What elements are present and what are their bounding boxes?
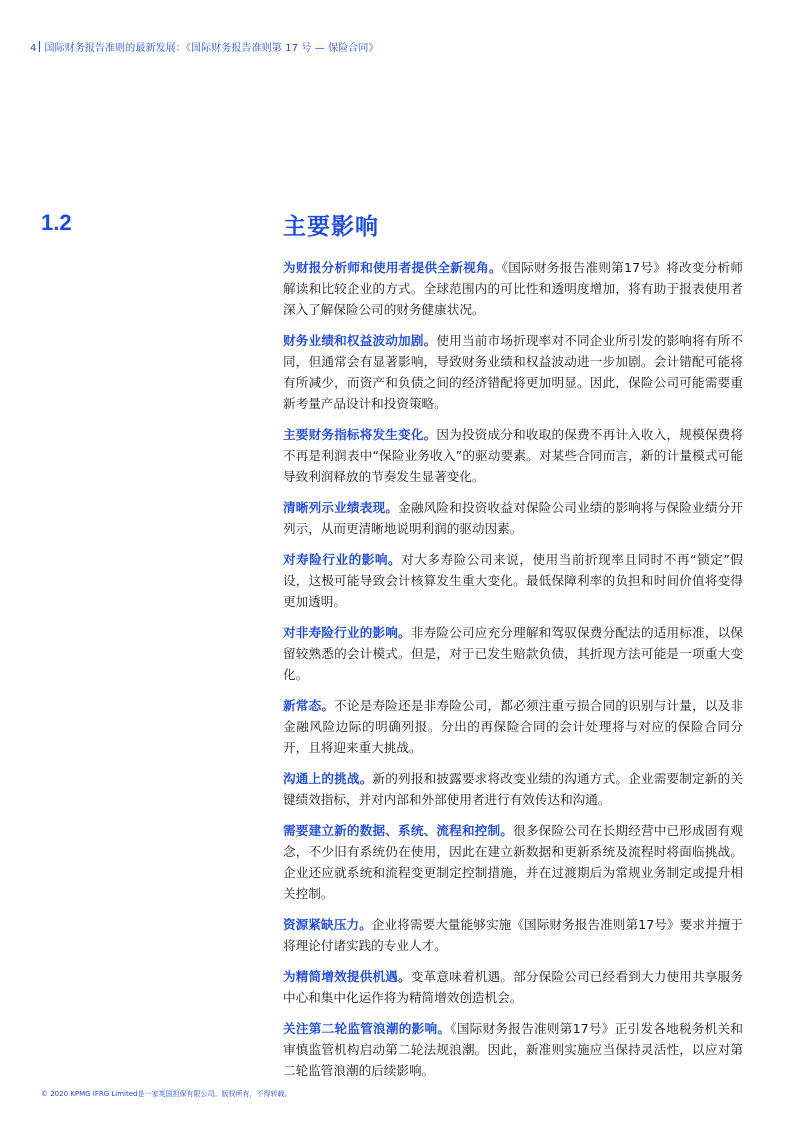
- paragraph-lead: 主要财务指标将发生变化。: [283, 427, 437, 442]
- section-number: 1.2: [41, 210, 72, 235]
- paragraph: [283, 820, 743, 904]
- section-title: 主要影响: [283, 214, 379, 240]
- paragraph-lead: 沟通上的挑战。: [283, 771, 373, 786]
- paragraph: [283, 768, 743, 810]
- header-title: 国际财务报告准则的最新发展：《国际财务报告准则第 17 号 — 保险合同》: [44, 43, 379, 54]
- paragraph-lead: 新常态。: [283, 698, 335, 713]
- copyright-footer: © 2020 KPMG IFRG Limited是一家英国担保有限公司。版权所有，不得转载。: [41, 1090, 292, 1098]
- paragraph-lead: 对寿险行业的影响。: [283, 552, 402, 567]
- paragraph-body: 非寿险公司应充分理解和驾驭保费分配法的适用标准，以保留较熟悉的会计模式。但是，对于已发生赔款负债，其折现方法可能是一项重大变化。: [283, 625, 744, 682]
- paragraph-lead: 资源紧缺压力。: [283, 917, 372, 932]
- paragraph: [283, 549, 743, 612]
- paragraph: [283, 257, 743, 320]
- paragraph: [283, 622, 743, 685]
- paragraph-lead: 需要建立新的数据、系统、流程和控制。: [283, 823, 514, 838]
- paragraph-lead: 财务业绩和权益波动加剧。: [283, 333, 437, 348]
- paragraph-body: 《国际财务报告准则第17号》正引发各地税务机关和审慎监管机构启动第二轮法规浪潮。因此，新准则实施应当保持灵活性，以应对第二轮监管浪潮的后续影响。: [283, 1021, 743, 1078]
- paragraph-body: 很多保险公司在长期经营中已形成固有观念，不少旧有系统仍在使用，因此在建立新数据和更新系统及流程时将面临挑战。企业还应就系统和流程变更制定控制措施，并在过渡期后为常规业务制定或提升相关控制。: [283, 823, 744, 901]
- paragraph-lead: 为财报分析师和使用者提供全新视角。: [283, 260, 502, 275]
- paragraph: [283, 1018, 743, 1081]
- paragraph-lead: 清晰列示业绩表现。: [283, 500, 399, 515]
- paragraph-lead: 对非寿险行业的影响。: [283, 625, 411, 640]
- paragraph: [283, 497, 743, 539]
- page-number: 4: [30, 43, 37, 54]
- paragraph-body: 不论是寿险还是非寿险公司，都必须注重亏损合同的识别与计量，以及非金融风险边际的明确列报。分出的再保险合同的会计处理将与对应的保险合同分开，且将迎来重大挑战。: [283, 698, 744, 755]
- paragraph-body: 对大多寿险公司来说，使用当前折现率且同时不再“锁定”假设，这极可能导致会计核算发生重大变化。最低保障利率的负担和时间价值将变得更加透明。: [283, 552, 743, 609]
- paragraph-body: 新的列报和披露要求将改变业绩的沟通方式。企业需要制定新的关键绩效指标，并对内部和外部使用者进行有效传达和沟通。: [283, 771, 744, 807]
- paragraph-body: 《国际财务报告准则第17号》将改变分析师解读和比较企业的方式。全球范围内的可比性和透明度增加，将有助于报表使用者深入了解保险公司的财务健康状况。: [283, 260, 743, 317]
- section-body: [283, 257, 743, 1091]
- paragraph-body: 企业将需要大量能够实施《国际财务报告准则第17号》要求并擅于将理论付诸实践的专业人才。: [283, 917, 743, 953]
- paragraph-body: 变革意味着机遇。部分保险公司已经看到大力使用共享服务中心和集中化运作将为精简增效创造机会。: [283, 969, 744, 1005]
- paragraph: [283, 330, 743, 414]
- header-divider: [39, 41, 40, 52]
- paragraph: [283, 424, 743, 487]
- paragraph-lead: 为精简增效提供机遇。: [283, 969, 411, 984]
- paragraph-body: 金融风险和投资收益对保险公司业绩的影响将与保险业绩分开列示，从而更清晰地说明利润的驱动因素。: [283, 500, 744, 536]
- paragraph-lead: 关注第二轮监管浪潮的影响。: [283, 1021, 451, 1036]
- running-header: [30, 39, 379, 54]
- paragraph: [283, 966, 743, 1008]
- paragraph-body: 使用当前市场折现率对不同企业所引发的影响将有所不同，但通常会有显著影响，导致财务业绩和权益波动进一步加剧。会计错配可能将有所减少，而资产和负债之间的经济错配将更加明显。因此，保险公司可能需要重新考量产品设计和投资策略。: [283, 333, 744, 411]
- paragraph: [283, 914, 743, 956]
- paragraph-body: 因为投资成分和收取的保费不再计入收入，规模保费将不再是利润表中“保险业务收入”的驱动要素。对某些合同而言，新的计量模式可能导致利润释放的节奏发生显著变化。: [283, 427, 744, 484]
- paragraph: [283, 695, 743, 758]
